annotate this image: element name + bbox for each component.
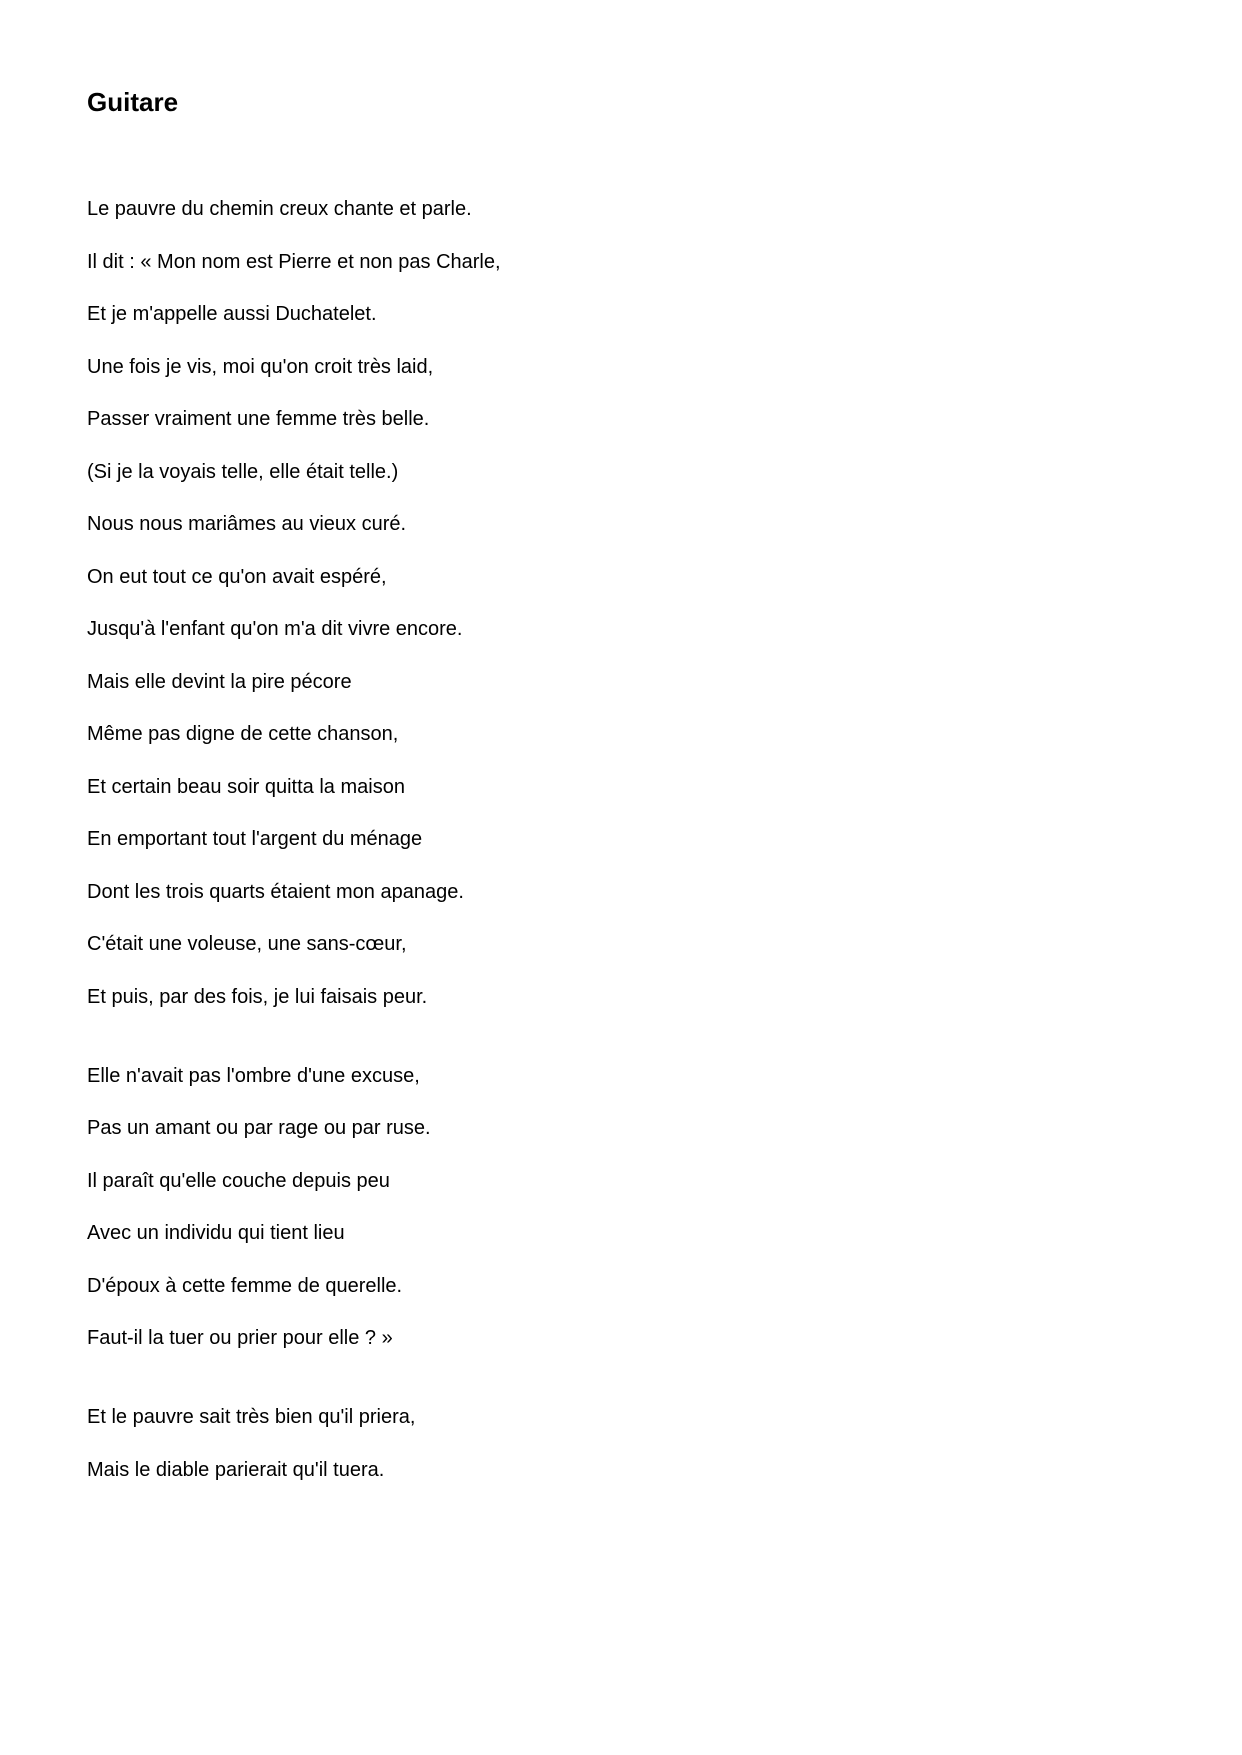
poem-line: Il paraît qu'elle couche depuis peu: [87, 1169, 390, 1192]
poem-line: Nous nous mariâmes au vieux curé.: [87, 513, 407, 535]
poem-line: Passer vraiment une femme très belle.: [87, 408, 430, 430]
poem-line: (Si je la voyais telle, elle était telle.): [87, 460, 399, 483]
poem-line: En emportant tout l'argent du ménage: [87, 828, 423, 850]
poem-line: Dont les trois quarts étaient mon apanage.: [87, 880, 464, 903]
poem-line: Il dit : « Mon nom est Pierre et non pas Charle,: [87, 250, 501, 273]
poem-line: Pas un amant ou par rage ou par ruse.: [87, 1117, 431, 1139]
poem-line: Même pas digne de cette chanson,: [87, 723, 399, 745]
poem-line: Une fois je vis, moi qu'on croit très laid,: [87, 355, 434, 378]
poem-line: Et je m'appelle aussi Duchatelet.: [87, 303, 377, 325]
poem-line: C'était une voleuse, une sans-cœur,: [87, 933, 407, 955]
poem-line: Et puis, par des fois, je lui faisais peur.: [87, 985, 428, 1008]
poem-body: [87, 196, 1087, 1483]
poem-line: Mais le diable parierait qu'il tuera.: [87, 1458, 385, 1481]
poem-line: Et certain beau soir quitta la maison: [87, 775, 405, 798]
poem-title: Guitare: [87, 87, 179, 117]
poem-line: Mais elle devint la pire pécore: [87, 670, 352, 693]
poem-line: Jusqu'à l'enfant qu'on m'a dit vivre encore.: [87, 618, 463, 640]
poem-line: Et le pauvre sait très bien qu'il priera,: [87, 1406, 416, 1428]
poem-line: Le pauvre du chemin creux chante et parle.: [87, 198, 472, 220]
stanza-2: [87, 1063, 1087, 1352]
stanza-3: [87, 1404, 1087, 1483]
poem-line: Faut-il la tuer ou prier pour elle ? »: [87, 1327, 393, 1349]
poem-line: Avec un individu qui tient lieu: [87, 1222, 345, 1244]
poem-line: D'époux à cette femme de querelle.: [87, 1274, 403, 1297]
poem-line: On eut tout ce qu'on avait espéré,: [87, 565, 387, 588]
poem-line: Elle n'avait pas l'ombre d'une excuse,: [87, 1064, 420, 1087]
stanza-1: [87, 196, 1087, 1010]
